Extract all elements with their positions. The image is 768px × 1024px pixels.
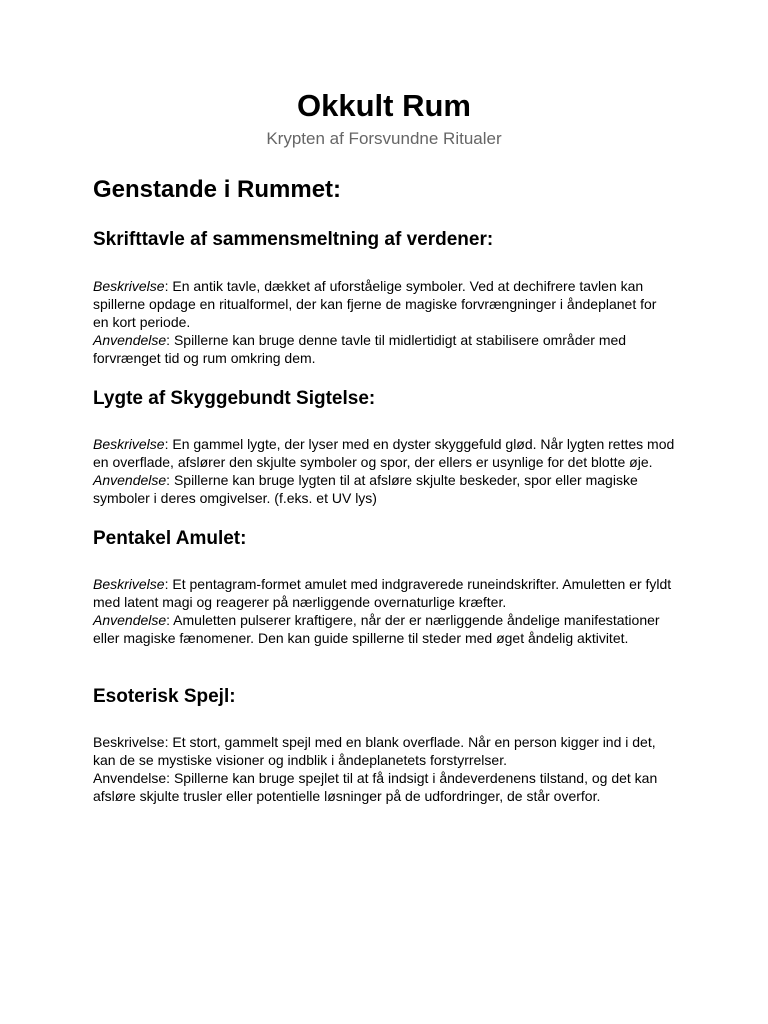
description-text: : En antik tavle, dækket af uforståelige symboler. Ved at dechifrere tavlen kan spillerne opdage en ritualformel, der kan fjerne de magiske forvrængninger i åndeplanet for en kort periode. — [93, 278, 657, 330]
usage-label: Anvendelse — [93, 332, 167, 348]
item-body — [93, 277, 675, 367]
page-title: Okkult Rum — [297, 88, 471, 123]
usage-text: : Spillerne kan bruge spejlet til at få indsigt i åndeverdenens tilstand, og det kan afsløre skjulte trusler eller potentielle løsninger på de udfordringer, de står overfor. — [93, 770, 658, 804]
description-text: : Et stort, gammelt spejl med en blank overflade. Når en person kigger ind i det, kan de se mystiske visioner og indblik i åndeplanetets forstyrrelser. — [93, 734, 656, 768]
item-usage — [93, 331, 675, 367]
description-label: Beskrivelse — [93, 278, 165, 294]
usage-label: Anvendelse — [93, 472, 167, 488]
item-description — [93, 277, 675, 331]
item-title: Lygte af Skyggebundt Sigtelse: — [93, 388, 376, 409]
item-title: Esoterisk Spejl: — [93, 686, 236, 707]
item-spejl — [93, 685, 675, 805]
item-body — [93, 575, 675, 647]
item-usage — [93, 769, 675, 805]
usage-text: : Amuletten pulserer kraftigere, når der er nærliggende åndelige manifestationer eller magiske fænomener. Den kan guide spillerne til steder med øget åndelig aktivitet. — [93, 612, 660, 646]
item-lygte — [93, 387, 675, 507]
usage-text: : Spillerne kan bruge denne tavle til midlertidigt at stabilisere områder med forvrænget tid og rum omkring dem. — [93, 332, 627, 366]
description-label: Beskrivelse — [93, 734, 165, 750]
description-text: : Et pentagram-formet amulet med indgraverede runeindskrifter. Amuletten er fyldt med latent magi og reagerer på nærliggende overnaturlige kræfter. — [93, 576, 672, 610]
usage-label: Anvendelse — [93, 612, 167, 628]
document-page — [93, 86, 675, 805]
description-label: Beskrivelse — [93, 576, 165, 592]
item-description — [93, 733, 675, 769]
item-pentakel — [93, 527, 675, 647]
item-body — [93, 733, 675, 805]
item-usage — [93, 471, 675, 507]
item-title: Skrifttavle af sammensmeltning af verdener: — [93, 229, 494, 250]
item-body — [93, 435, 675, 507]
item-description — [93, 435, 675, 471]
description-label: Beskrivelse — [93, 436, 165, 452]
usage-text: : Spillerne kan bruge lygten til at afsløre skjulte beskeder, spor eller magiske symboler i deres omgivelser. (f.eks. et UV lys) — [93, 472, 638, 506]
usage-label: Anvendelse — [93, 770, 167, 786]
item-skrifttavle — [93, 228, 675, 367]
item-title: Pentakel Amulet: — [93, 528, 247, 549]
page-subtitle: Krypten af Forsvundne Ritualer — [266, 129, 502, 148]
section-heading: Genstande i Rummet: — [93, 176, 342, 203]
description-text: : En gammel lygte, der lyser med en dyster skyggefuld glød. Når lygten rettes mod en overflade, afslører den skjulte symboler og spor, der ellers er usynlige for det blotte øje. — [93, 436, 675, 470]
item-usage — [93, 611, 675, 647]
item-description — [93, 575, 675, 611]
